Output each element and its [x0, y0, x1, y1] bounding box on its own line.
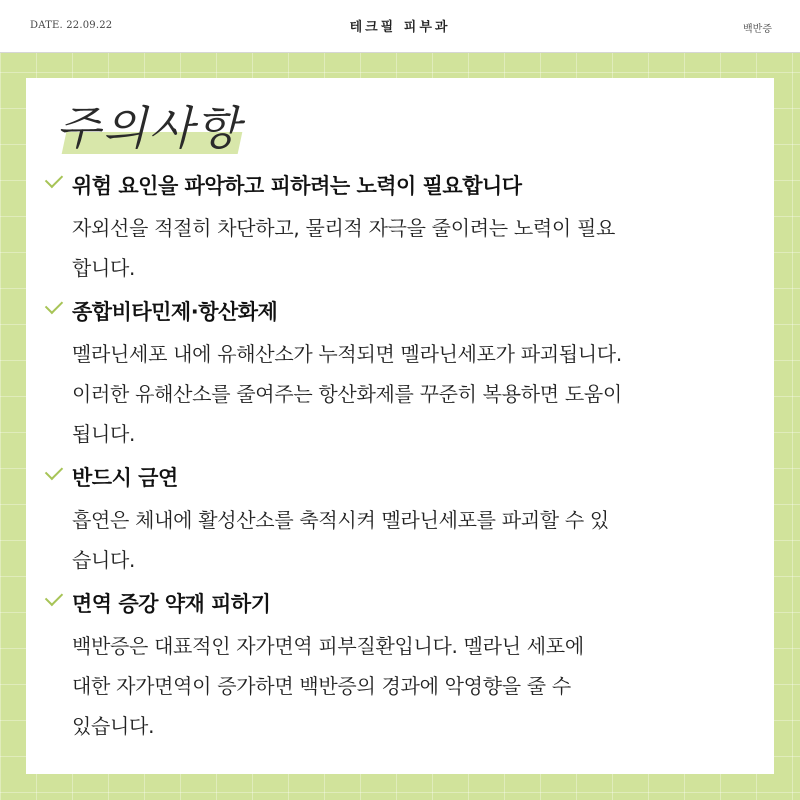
section-text-line: 합니다. [72, 256, 136, 280]
section-text-line: 자외선을 적절히 차단하고, 물리적 자극을 줄이려는 노력이 필요 [72, 216, 615, 240]
section-heading: 종합비타민제·항산화제 [72, 300, 278, 324]
title-block [44, 92, 304, 162]
section-text-line: 흡연은 체내에 활성산소를 축적시켜 멜라닌세포를 파괴할 수 있 [72, 508, 609, 532]
section-text-line: 이러한 유해산소를 줄여주는 항산화제를 꾸준히 복용하면 도움이 [72, 382, 622, 406]
section-text-line: 있습니다. [72, 714, 155, 738]
topic-tag: 백반증 [743, 24, 772, 35]
section-heading: 위험 요인을 파악하고 피하려는 노력이 필요합니다 [72, 174, 522, 198]
section-heading: 면역 증강 약재 피하기 [72, 592, 271, 616]
section-text-line: 백반증은 대표적인 자가면역 피부질환입니다. 멜라닌 세포에 [72, 634, 584, 658]
page-title: 주의사항 [56, 101, 242, 155]
content-card [26, 78, 774, 774]
post-date: DATE. 22.09.22 [30, 20, 113, 31]
section-text-line: 습니다. [72, 548, 136, 572]
section-text-line: 멜라닌세포 내에 유해산소가 누적되면 멜라닌세포가 파괴됩니다. [72, 342, 622, 366]
check-icon [45, 170, 63, 188]
check-icon [45, 462, 63, 480]
check-icon [45, 588, 63, 606]
section-heading: 반드시 금연 [72, 466, 178, 490]
clinic-name: 테크필 피부과 [349, 20, 451, 35]
check-icon [45, 296, 63, 314]
section-text-line: 대한 자가면역이 증가하면 백반증의 경과에 악영향을 줄 수 [72, 674, 571, 698]
top-bar [0, 0, 800, 53]
section-text-line: 됩니다. [72, 422, 136, 446]
